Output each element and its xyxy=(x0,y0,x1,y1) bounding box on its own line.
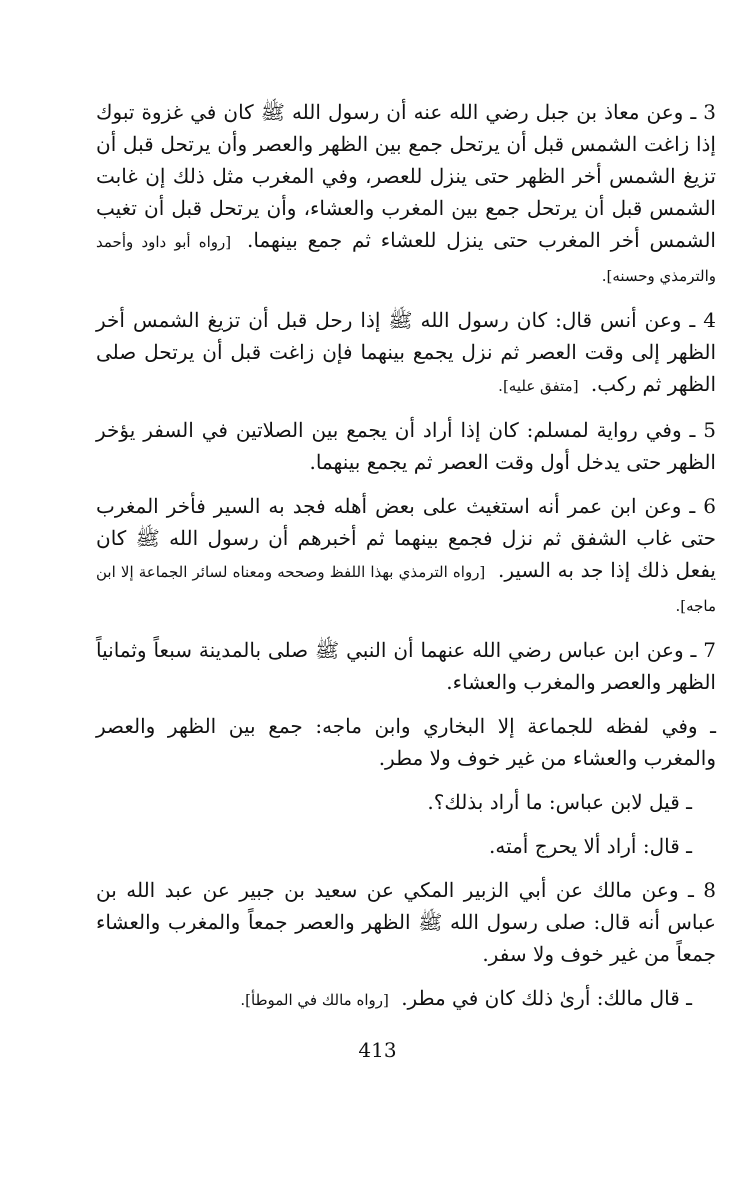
paragraph-answer xyxy=(96,830,716,862)
paragraph-hadith-7-variant xyxy=(96,710,716,774)
paragraph-hadith-3 xyxy=(96,96,716,292)
paragraph-hadith-8 xyxy=(96,874,716,970)
page-number: 413 xyxy=(358,1038,397,1062)
text-body xyxy=(96,96,716,1016)
paragraph-text: ـ قيل لابن عباس: ما أراد بذلك؟. xyxy=(427,790,692,814)
citation: [رواه مالك في الموطأ]. xyxy=(240,991,389,1009)
paragraph-text: ـ قال مالك: أرىٰ ذلك كان في مطر. xyxy=(401,986,692,1010)
paragraph-text: 3 ـ وعن معاذ بن جبل رضي الله عنه أن رسول الله ﷺ كان في غزوة تبوك إذا زاغت الشمس قبل أن يرتحل جمع بين الظهر والعصر وأن يرتحل قبل أن تزيغ الشمس أخر الظهر حتى ينزل للعصر، وفي المغرب مثل ذلك إن غابت الشمس قبل أن يرتحل جمع بين المغرب والعشاء، وأن يرتحل قبل أن تغيب الشمس أخر المغرب حتى ينزل للعشاء ثم جمع بينهما. xyxy=(96,100,716,252)
citation: [متفق عليه]. xyxy=(498,377,579,395)
paragraph-text: ـ قال: أراد ألا يحرج أمته. xyxy=(488,834,692,858)
paragraph-hadith-5 xyxy=(96,414,716,478)
paragraph-text: 6 ـ وعن ابن عمر أنه استغيث على بعض أهله فجد به السير فأخر المغرب حتى غاب الشفق ثم نزل فجمع بينهما ثم أخبرهم أن رسول الله ﷺ كان يفعل ذلك إذا جد به السير. xyxy=(96,494,716,582)
paragraph-hadith-7 xyxy=(96,634,716,698)
paragraph-hadith-4 xyxy=(96,304,716,402)
paragraph-text: 8 ـ وعن مالك عن أبي الزبير المكي عن سعيد بن جبير عن عبد الله بن عباس أنه قال: صلى رسول الله ﷺ الظهر والعصر جمعاً والمغرب والعشاء جمعاً من غير خوف ولا سفر. xyxy=(96,878,716,966)
paragraph-text: 4 ـ وعن أنس قال: كان رسول الله ﷺ إذا رحل قبل أن تزيغ الشمس أخر الظهر إلى وقت العصر ثم نزل يجمع بينهما فإن زاغت قبل أن يرتحل صلى الظهر ثم ركب. xyxy=(96,308,716,396)
paragraph-text: 5 ـ وفي رواية لمسلم: كان إذا أراد أن يجمع بين الصلاتين في السفر يؤخر الظهر حتى يدخل أول وقت العصر ثم يجمع بينهما. xyxy=(96,418,716,474)
paragraph-text: ـ وفي لفظه للجماعة إلا البخاري وابن ماجه: جمع بين الظهر والعصر والمغرب والعشاء من غير خوف ولا مطر. xyxy=(96,714,716,770)
citation: [رواه الترمذي بهذا اللفظ وصححه ومعناه لسائر الجماعة إلا ابن ماجه]. xyxy=(96,563,716,615)
paragraph-question xyxy=(96,786,716,818)
paragraph-text: 7 ـ وعن ابن عباس رضي الله عنهما أن النبي ﷺ صلى بالمدينة سبعاً وثمانياً الظهر والعصر والمغرب والعشاء. xyxy=(96,638,716,694)
paragraph-malik-comment xyxy=(96,982,716,1016)
citation: [رواه أبو داود وأحمد والترمذي وحسنه]. xyxy=(96,233,716,285)
paragraph-hadith-6 xyxy=(96,490,716,622)
